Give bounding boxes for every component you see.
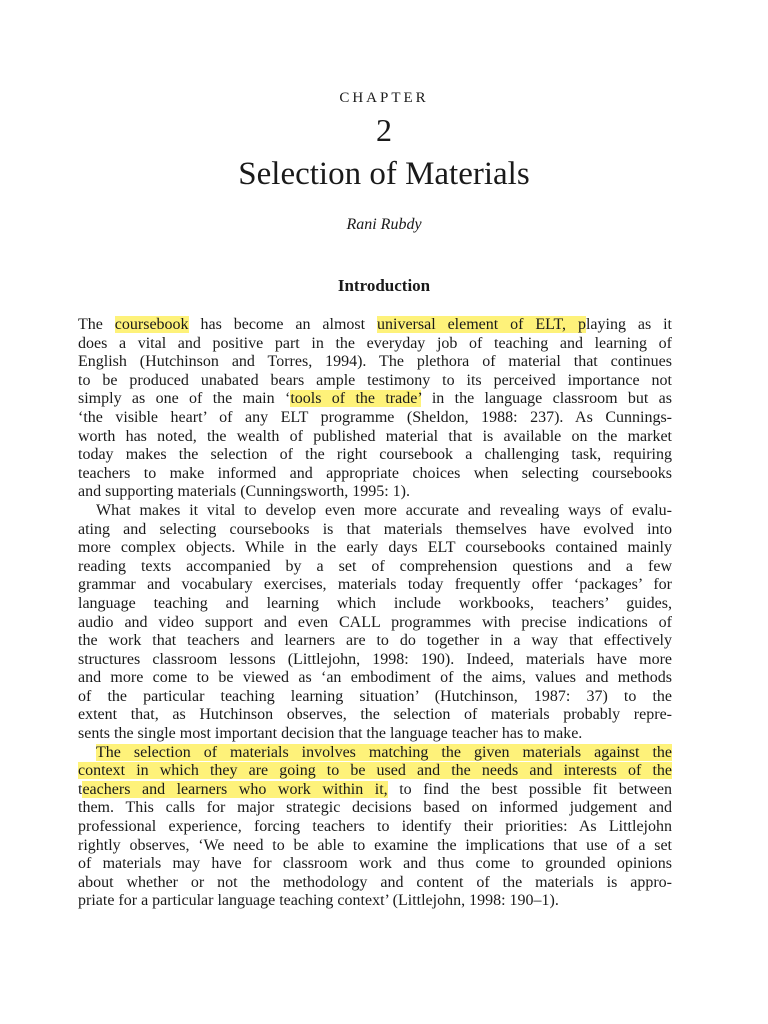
- text-line: [78, 502, 672, 521]
- text-line: [78, 837, 672, 856]
- text-line: [78, 614, 672, 633]
- highlighted-text: The selection of materials involves matching the given materials against the: [96, 743, 672, 761]
- text-segment: and supporting materials (Cunningsworth, 1995: 1).: [78, 483, 410, 501]
- text-segment: ‘the visible heart’ of any ELT programme (Sheldon, 1988: 237). As Cunnings-: [78, 408, 672, 426]
- text-segment: rightly observes, ‘We need to be able to examine the implications that use of a set: [78, 836, 672, 854]
- chapter-label: CHAPTER: [339, 90, 429, 106]
- paragraph: [78, 744, 672, 911]
- text-segment: reading texts accompanied by a set of comprehension questions and a few: [78, 557, 672, 575]
- text-line: [78, 576, 672, 595]
- text-line: [78, 595, 672, 614]
- text-line: [78, 706, 672, 725]
- text-line: [78, 781, 672, 800]
- text-segment: structures classroom lessons (Littlejohn, 1998: 190). Indeed, materials have more: [78, 650, 672, 668]
- text-segment: to find the best possible fit between: [387, 780, 672, 798]
- paragraph: [78, 502, 672, 744]
- author-name: Rani Rubdy: [346, 216, 422, 233]
- text-segment: in the language classroom but as: [421, 390, 673, 408]
- text-line: [78, 632, 672, 651]
- text-line: [78, 688, 672, 707]
- text-segment: simply as one of the main ‘: [78, 390, 291, 408]
- text-segment: professional experience, forcing teachers to identify their priorities: As Littlejohn: [78, 818, 672, 836]
- text-line: [78, 744, 672, 763]
- text-segment: about whether or not the methodology and content of the materials is appro-: [78, 873, 672, 891]
- text-segment: of materials may have for classroom work and thus come to grounded opinions: [78, 855, 672, 873]
- text-line: [78, 799, 672, 818]
- text-line: [78, 316, 672, 335]
- text-segment: the work that teachers and learners are to do together in a way that effectively: [78, 632, 672, 650]
- chapter-number: 2: [376, 112, 392, 148]
- text-segment: language teaching and learning which include workbooks, teachers’ guides,: [78, 594, 672, 612]
- text-line: [78, 428, 672, 447]
- text-segment: more complex objects. While in the early days ELT coursebooks contained mainly: [78, 539, 672, 557]
- text-segment: audio and video support and even CALL programmes with precise indications of: [78, 613, 672, 631]
- section-heading: Introduction: [337, 276, 431, 295]
- text-segment: does a vital and positive part in the everyday job of teaching and learning of: [78, 334, 672, 352]
- text-line: [78, 372, 672, 391]
- text-line: [78, 669, 672, 688]
- text-line: [78, 335, 672, 354]
- text-segment: extent that, as Hutchinson observes, the selection of materials probably repre-: [78, 706, 672, 724]
- text-segment: t: [78, 780, 83, 798]
- highlighted-text: universal element of ELT, p: [377, 316, 586, 333]
- text-line: [78, 483, 672, 502]
- text-segment: priate for a particular language teaching context’ (Littlejohn, 1998: 190–1).: [78, 892, 559, 910]
- text-segment: and more come to be viewed as ‘an embodiment of the aims, values and methods: [78, 669, 672, 687]
- paragraph: [78, 316, 672, 502]
- text-line: [78, 539, 672, 558]
- text-line: [78, 818, 672, 837]
- text-line: [78, 725, 672, 744]
- text-line: [78, 446, 672, 465]
- text-segment: grammar and vocabulary exercises, materials today frequently offer ‘packages’ for: [78, 576, 672, 594]
- text-segment: worth has noted, the wealth of published material that is available on the market: [78, 427, 672, 445]
- text-line: [78, 874, 672, 893]
- text-segment: sents the single most important decision that the language teacher has to make.: [78, 725, 583, 743]
- text-line: [78, 892, 672, 911]
- body-text: [78, 316, 672, 911]
- text-line: [78, 521, 672, 540]
- text-segment: teachers to make informed and appropriate choices when selecting coursebooks: [78, 464, 672, 482]
- text-segment: English (Hutchinson and Torres, 1994). The plethora of material that continues: [78, 353, 672, 371]
- chapter-title: Selection of Materials: [238, 156, 530, 192]
- text-line: [78, 353, 672, 372]
- text-segment: to be produced unabated bears ample testimony to its perceived importance not: [78, 371, 672, 389]
- text-segment: them. This calls for major strategic decisions based on informed judgement and: [78, 799, 672, 817]
- text-line: [78, 465, 672, 484]
- text-line: [78, 558, 672, 577]
- highlighted-text: eachers and learners who work within it,: [82, 780, 388, 798]
- highlighted-text: coursebook: [114, 316, 189, 333]
- text-line: [78, 855, 672, 874]
- text-line: [78, 651, 672, 670]
- text-segment: What makes it vital to develop even more accurate and revealing ways of evalu-: [96, 501, 672, 519]
- text-line: [78, 409, 672, 428]
- text-segment: The: [78, 316, 115, 333]
- text-segment: laying as it: [585, 316, 672, 333]
- text-segment: ating and selecting coursebooks is that materials themselves have evolved into: [78, 520, 672, 538]
- highlighted-text: tools of the trade’: [290, 390, 422, 408]
- text-line: [78, 390, 672, 409]
- text-segment: has become an almost: [188, 316, 377, 333]
- text-segment: today makes the selection of the right coursebook a challenging task, requiring: [78, 446, 672, 464]
- text-line: [78, 762, 672, 781]
- highlighted-text: context in which they are going to be used and the needs and interests of the: [78, 762, 672, 780]
- text-segment: of the particular teaching learning situation’ (Hutchinson, 1987: 37) to the: [78, 687, 672, 705]
